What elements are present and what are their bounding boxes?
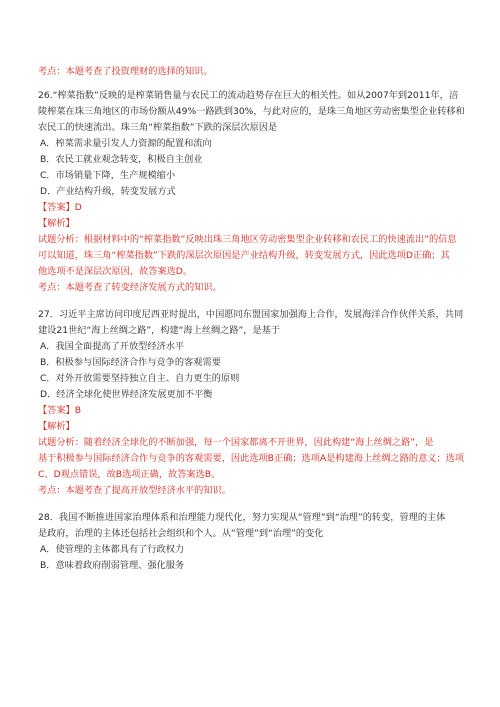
q28-stem-line-2: 是政府，治理的主体还包括社会组织和个人。从“管理”到“治理”的变化 [38,528,324,539]
q26-option-d: D．产业结构升级，转变发展方式 [40,186,176,197]
top-exam-point: 考点：本题考查了投资理财的选择的知识。 [38,66,213,77]
q26-analysis-line-3: 他选项不是深层次原因，故答案选D。 [38,266,193,277]
q27-option-a: A．我国全面提高了开放型经济水平 [40,341,185,352]
question-27 [38,307,466,499]
q26-stem-line-2: 陵榨菜在珠三角地区的市场份额从49%一路跌到30%，与此对应的，是珠三角地区劳动密集型企业转移和 [38,106,465,117]
q26-exam-point: 考点：本题考查了转变经济发展方式的知识。 [38,282,222,293]
q26-answer: 【答案】D [38,202,82,213]
q27-exam-point: 考点：本题考查了提高开放型经济水平的知识。 [38,485,231,496]
q26-stem-line-3: 农民工的快速流出。珠三角“榨菜指数”下跌的深层次原因是 [38,122,278,133]
q27-analysis-line-3: C、D观点错误，故B选项正确，故答案选B。 [38,469,221,480]
q26-analysis-heading: 【解析】 [38,218,75,229]
q28-stem-line-1: 28．我国不断推进国家治理体系和治理能力现代化，努力实现从“管理”到“治理”的转变，管理的主体 [38,512,446,523]
q27-stem-line-2: 建设21世纪“海上丝绸之路”，构建“海上丝绸之路”，是基于 [38,325,281,336]
q27-option-c: C．对外开放需要坚持独立自主、自力更生的原则 [40,373,240,384]
q26-option-b: B．农民工就业观念转变，积极自主创业 [40,154,203,165]
q26-analysis-line-2: 可以知道，珠三角“榨菜指数”下跌的深层次原因是产业结构升级，转变发展方式，因此选项D正确；其 [38,250,450,261]
q28-option-b: B．意味着政府削弱管理、强化服务 [40,560,185,571]
question-26 [38,88,466,296]
q27-analysis-line-2: 基于积极参与国际经济合作与竞争的客观需要，因此选项B正确；选项A是构建海上丝绸之路的意义；选项 [38,453,465,464]
q26-stem-line-1: 26.“榨菜指数”反映的是榨菜销售量与农民工的流动趋势存在巨大的相关性。如从2007年到2011年，涪 [38,90,459,101]
q26-analysis-line-1: 试题分析：根据材料中的“榨菜指数”反映出珠三角地区劳动密集型企业转移和农民工的快速流出”的信息 [38,234,457,245]
q27-stem-line-1: 27．习近平主席访问印度尼西亚时提出，中国愿同东盟国家加强海上合作，发展海洋合作伙伴关系，共同 [38,309,464,320]
q28-option-a: A．使管理的主体都具有了行政权力 [40,544,185,555]
q26-option-c: C．市场销量下降，生产规模缩小 [40,170,176,181]
q27-answer: 【答案】B [38,405,82,416]
question-28 [38,510,466,574]
q27-option-d: D．经济全球化使世界经济发展更加不平衡 [40,389,213,400]
q26-option-a: A．榨菜需求量引发人力资源的配置和流向 [40,138,212,149]
q27-option-b: B．积极参与国际经济合作与竞争的客观需要 [40,357,221,368]
q27-analysis-heading: 【解析】 [38,421,75,432]
q27-analysis-line-1: 试题分析：随着经济全球化的不断加强，每一个国家都离不开世界，因此构建“海上丝绸之路”，是 [38,437,434,448]
